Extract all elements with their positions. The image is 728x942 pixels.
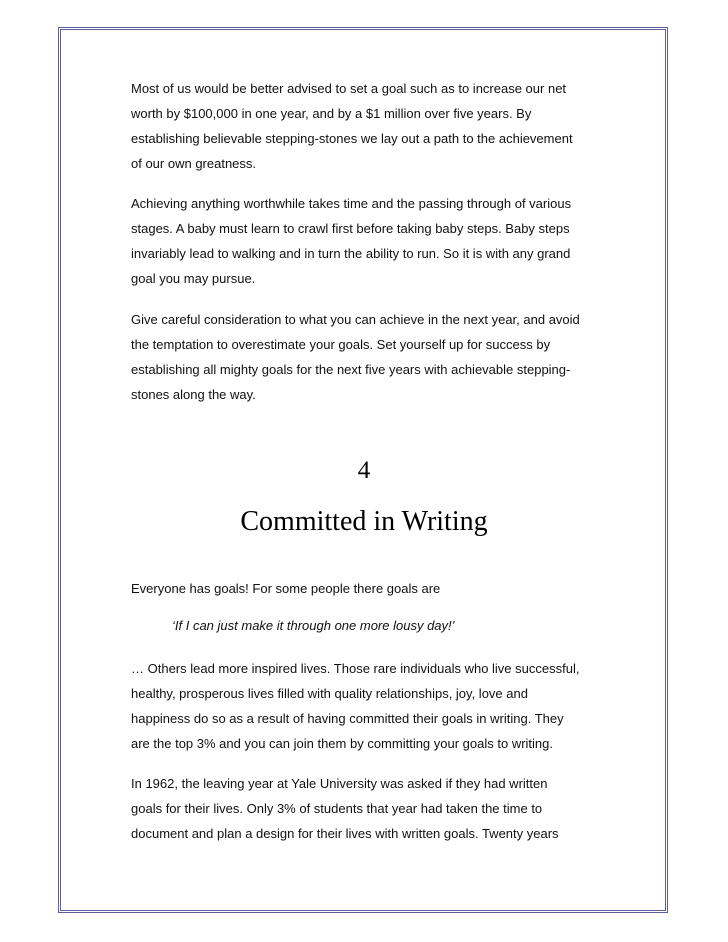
chapter-title: Committed in Writing [240, 506, 488, 537]
text-line: healthy, prosperous lives filled with quality relationships, joy, love and [131, 686, 528, 701]
paragraph-baby-steps [131, 191, 601, 291]
text-line: stages. A baby must learn to crawl first before taking baby steps. Baby steps [131, 221, 570, 236]
paragraph-yale-study [131, 771, 601, 846]
text-line: Give careful consideration to what you can achieve in the next year, and avoid [131, 312, 580, 327]
paragraph-inspired-lives [131, 656, 601, 756]
paragraph-intro [131, 576, 601, 601]
text-line: are the top 3% and you can join them by committing your goals to writing. [131, 736, 553, 751]
paragraph-stepping-stones [131, 76, 601, 176]
text-line: stones along the way. [131, 387, 256, 402]
text-line: Most of us would be better advised to set a goal such as to increase our net [131, 81, 567, 96]
text-line: Achieving anything worthwhile takes time and the passing through of various [131, 196, 572, 211]
text-line: In 1962, the leaving year at Yale University was asked if they had written [131, 776, 548, 791]
text-line: … Others lead more inspired lives. Those rare individuals who live successful, [131, 661, 580, 676]
text-line: goals for their lives. Only 3% of students that year had taken the time to [131, 801, 543, 816]
text-line: goal you may pursue. [131, 271, 256, 286]
text-line: worth by $100,000 in one year, and by a $1 million over five years. By [131, 106, 532, 121]
text-line: establishing believable stepping-stones we lay out a path to the achievement [131, 131, 573, 146]
text-line: of our own greatness. [131, 156, 257, 171]
text-line: document and plan a design for their lives with written goals. Twenty years [131, 826, 559, 841]
text-line: Everyone has goals! For some people there goals are [131, 581, 441, 596]
paragraph-careful-consideration [131, 307, 601, 407]
text-line: establishing all mighty goals for the next five years with achievable stepping- [131, 362, 571, 377]
chapter-number: 4 [357, 457, 371, 484]
text-line: happiness do so as a result of having committed their goals in writing. They [131, 711, 564, 726]
quote-text: ‘If I can just make it through one more lousy day!’ [172, 618, 455, 633]
text-line: the temptation to overestimate your goals. Set yourself up for success by [131, 337, 551, 352]
text-line: invariably lead to walking and in turn the ability to run. So it is with any grand [131, 246, 571, 261]
